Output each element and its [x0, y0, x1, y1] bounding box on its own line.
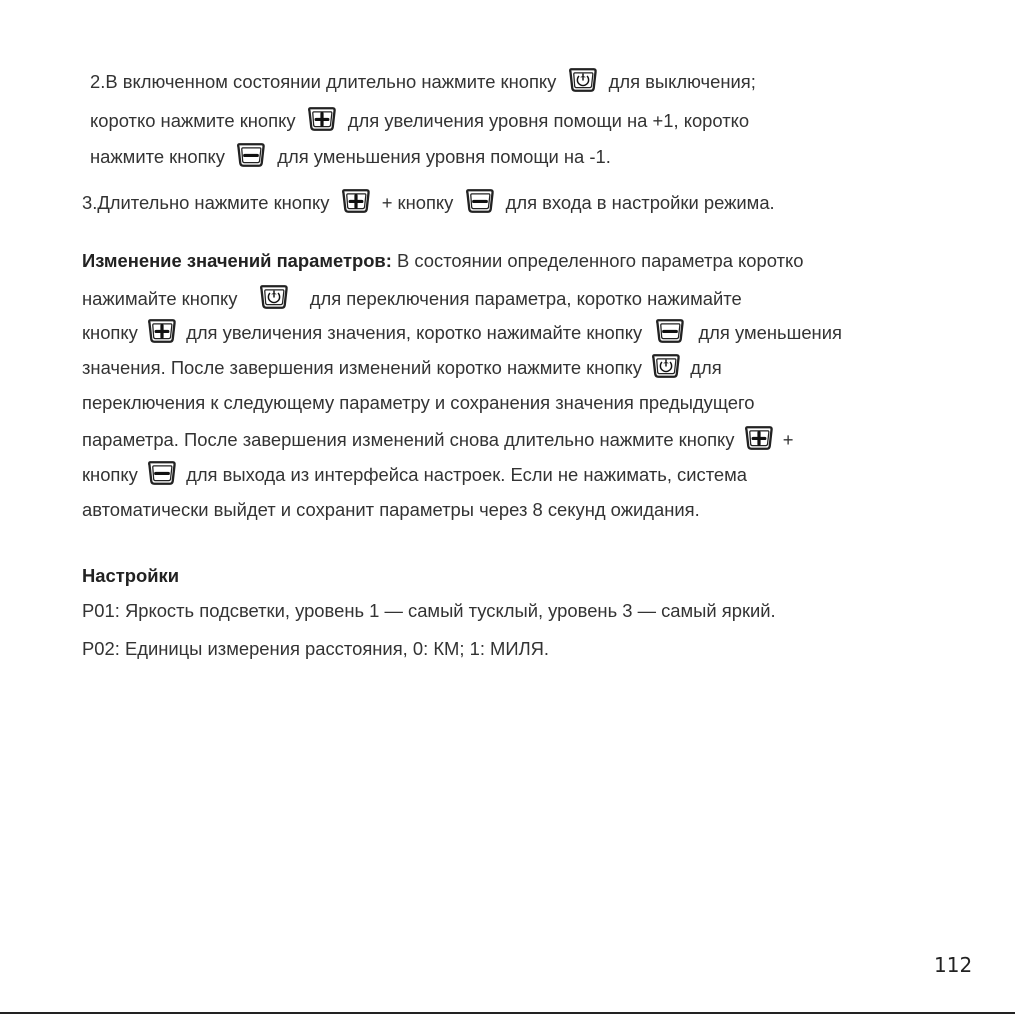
params-line-5: переключения к следующему параметру и сохранения значения предыдущего [82, 392, 755, 414]
settings-heading: Настройки [82, 565, 180, 586]
params-line-1: Изменение значений параметров: В состоянии определенного параметра коротко [82, 250, 804, 272]
page-number: 112 [934, 953, 973, 977]
params-line-8: автоматически выйдет и сохранит параметры через 8 секунд ожидания. [82, 499, 700, 521]
bottom-rule [0, 1012, 1015, 1014]
p2-line-2: коротко нажмите кнопку для увеличения уровня помощи на +1, коротко [90, 106, 749, 136]
power-button-icon [257, 282, 291, 312]
params-line-4: значения. После завершения изменений коротко нажмите кнопку для [82, 353, 722, 383]
minus-button-icon [653, 316, 687, 346]
plus-button-icon [145, 316, 179, 346]
params-line-3: кнопку для увеличения значения, коротко нажимайте кнопку для уменьшения [82, 318, 842, 348]
p2-line-1: 2.В включенном состоянии длительно нажмите кнопку для выключения; [90, 67, 756, 97]
setting-p01: P01: Яркость подсветки, уровень 1 — самый тусклый, уровень 3 — самый яркий. [82, 600, 776, 621]
params-line-2: нажимайте кнопку для переключения параметра, коротко нажимайте [82, 284, 742, 314]
minus-button-icon [234, 140, 268, 170]
params-line-6: параметра. После завершения изменений снова длительно нажмите кнопку + [82, 425, 794, 455]
plus-button-icon [742, 423, 776, 453]
plus-button-icon [305, 104, 339, 134]
power-button-icon [649, 351, 683, 381]
minus-button-icon [463, 186, 497, 216]
minus-button-icon [145, 458, 179, 488]
params-line-7: кнопку для выхода из интерфейса настроек. Если не нажимать, система [82, 460, 747, 490]
setting-p02: P02: Единицы измерения расстояния, 0: КМ; 1: МИЛЯ. [82, 638, 550, 659]
p3-line: 3.Длительно нажмите кнопку + кнопку для входа в настройки режима. [82, 188, 775, 218]
power-button-icon [566, 65, 600, 95]
plus-button-icon [339, 186, 373, 216]
p2-line-3: нажмите кнопку для уменьшения уровня помощи на -1. [90, 142, 611, 172]
params-heading: Изменение значений параметров: [82, 250, 392, 272]
